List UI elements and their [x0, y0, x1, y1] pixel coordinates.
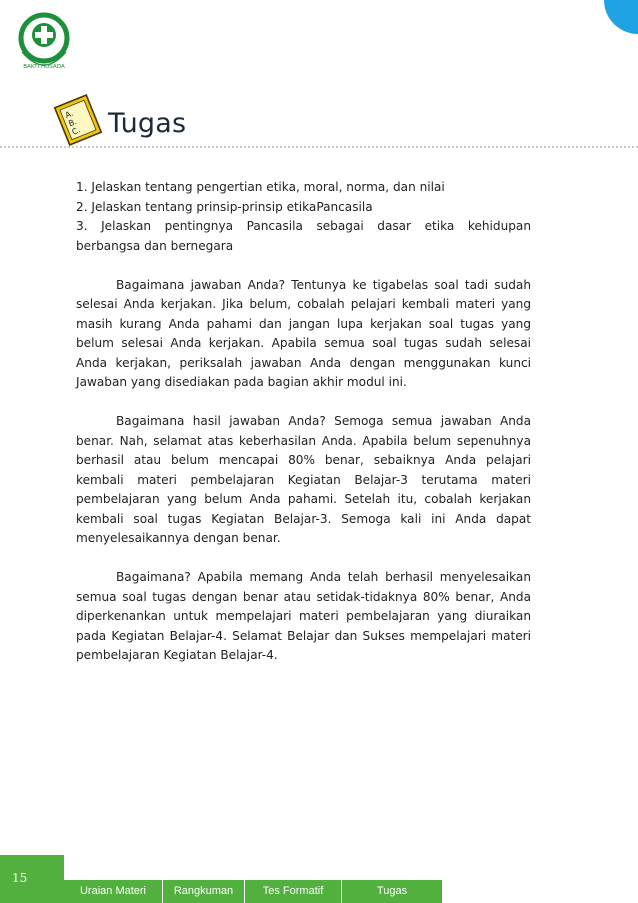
page-title: Tugas — [108, 108, 187, 139]
note-line-b: B. — [67, 117, 79, 129]
page-number-box — [0, 855, 64, 903]
footer-tabs — [64, 880, 442, 903]
corner-decoration — [604, 0, 638, 34]
tab-rangkuman[interactable]: Rangkuman — [173, 885, 234, 897]
tab-uraian-materi[interactable]: Uraian Materi — [79, 885, 147, 897]
task-item-3: 3. Jelaskan pentingnya Pancasila sebagai dasar etika kehidupan berbangsa dan bernegara — [76, 219, 531, 253]
note-line-a: A. — [63, 108, 75, 121]
tab-tes-formatif[interactable]: Tes Formatif — [262, 885, 324, 897]
task-item-2: 2. Jelaskan tentang prinsip-prinsip etikaPancasila — [76, 199, 373, 214]
paragraph-2: Bagaimana hasil jawaban Anda? Semoga semua jawaban Anda benar. Nah, selamat atas keberhasilan Anda. Apabila belum sepenuhnya berhasil atau belum mencapai 80% benar, sebaiknya Anda pelajari kembali materi pembelajaran Kegiatan Belajar-3 terutama materi pembelajaran yang belum Anda pahami. Setelah itu, cobalah kerjakan kembali soal tugas Kegiatan Belajar-3. Semoga kali ini Anda dapat menyelesaikannya dengan benar. — [76, 414, 531, 545]
task-item-1: 1. Jelaskan tentang pengertian etika, moral, norma, dan nilai — [76, 180, 445, 194]
page-number: 15 — [12, 871, 28, 885]
paragraph-1: Bagaimana jawaban Anda? Tentunya ke tigabelas soal tadi sudah selesai Anda kerjakan. Jika belum, cobalah pelajari kembali materi yang masih kurang Anda pahami dan jangan lupa kerjakan soal tugas yang belum selesai Anda kerjakan. Apabila semua soal tugas sudah selesai Anda kerjakan, periksalah jawaban Anda dengan menggunakan kunci Jawaban yang disediakan pada bagian akhir modul ini. — [76, 277, 531, 389]
paragraph-3: Bagaimana? Apabila memang Anda telah berhasil menyelesaikan semua soal tugas dengan benar atau setidak-tidaknya 80% benar, Anda diperkenankan untuk mempelajari materi pembelajaran yang diuraikan pada Kegiatan Belajar-4. Selamat Belajar dan Sukses mempelajari materi pembelajaran Kegiatan Belajar-4. — [76, 570, 531, 662]
note-paper-icon — [50, 92, 106, 148]
note-line-c: C. — [70, 125, 82, 137]
logo-text: BAKTI HUSADA — [23, 64, 65, 70]
bakti-husada-logo — [14, 8, 74, 72]
tab-tugas[interactable]: Tugas — [376, 885, 408, 897]
main-content — [76, 178, 531, 666]
dotted-divider — [0, 146, 638, 148]
